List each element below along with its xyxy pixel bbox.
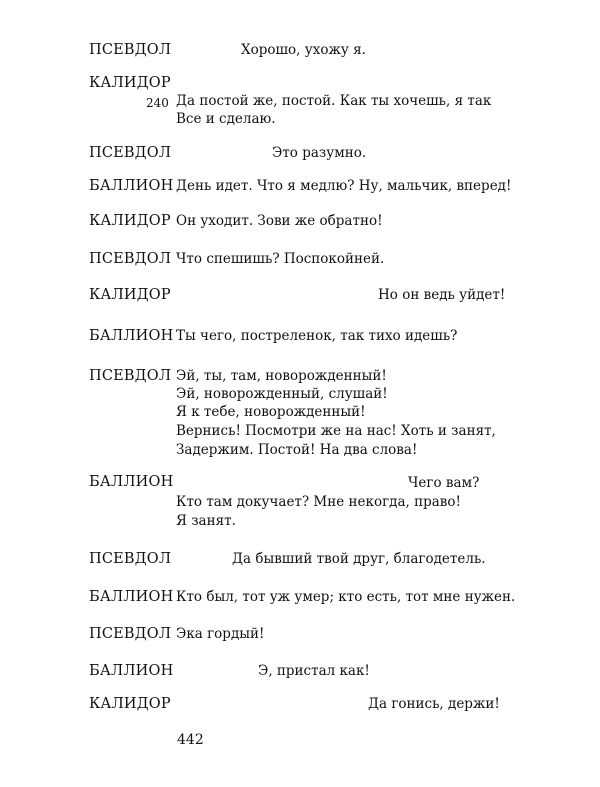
dialogue-line: Кто был, тот уж умер; кто есть, тот мне нужен. [176,589,516,605]
speaker-name: ПСЕВДОЛ [89,368,172,384]
speaker-name: ПСЕВДОЛ [89,251,172,267]
dialogue-line: Хорошо, ухожу я. [241,42,366,58]
dialogue-line: Эй, новорожденный, слушай! [176,386,388,402]
dialogue-line: Это разумно. [272,145,367,161]
speaker-name: КАЛИДОР [89,696,171,712]
dialogue-line: Эка гордый! [176,626,265,642]
dialogue-line: Все и сделаю. [176,111,276,127]
speaker-name: БАЛЛИОН [89,474,174,490]
verse-line-number: 240 [146,96,169,110]
dialogue-line: Да бывший твой друг, благодетель. [232,551,486,567]
dialogue-line: Э, пристал как! [258,663,370,679]
speaker-name: ПСЕВДОЛ [89,551,172,567]
dialogue-line: Кто там докучает? Мне некогда, право! [176,494,461,510]
speaker-name: КАЛИДОР [89,75,171,91]
speaker-name: БАЛЛИОН [89,328,174,344]
speaker-name: БАЛЛИОН [89,589,174,605]
dialogue-line: Эй, ты, там, новорожденный! [176,368,387,384]
page-number: 442 [177,732,204,748]
dialogue-line: Я занят. [176,513,236,529]
dialogue-line: Я к тебе, новорожденный! [176,404,366,420]
dialogue-line: Он уходит. Зови же обратно! [176,213,383,229]
dialogue-line: Чего вам? [408,475,480,491]
dialogue-line: Задержим. Постой! На два слова! [176,442,418,458]
speaker-name: КАЛИДОР [89,287,171,303]
speaker-name: ПСЕВДОЛ [89,626,172,642]
dialogue-line: День идет. Что я медлю? Ну, мальчик, вперед! [176,178,512,194]
dialogue-line: Что спешишь? Поспокойней. [176,251,385,267]
speaker-name: БАЛЛИОН [89,663,174,679]
dialogue-line: Да постой же, постой. Как ты хочешь, я так [176,93,492,109]
speaker-name: БАЛЛИОН [89,178,174,194]
speaker-name: ПСЕВДОЛ [89,145,172,161]
speaker-name: ПСЕВДОЛ [89,42,172,58]
dialogue-line: Вернись! Посмотри же на нас! Хоть и занят, [176,423,496,439]
speaker-name: КАЛИДОР [89,213,171,229]
dialogue-line: Но он ведь уйдет! [378,287,506,303]
dialogue-line: Ты чего, постреленок, так тихо идешь? [176,328,458,344]
dialogue-line: Да гонись, держи! [368,696,500,712]
